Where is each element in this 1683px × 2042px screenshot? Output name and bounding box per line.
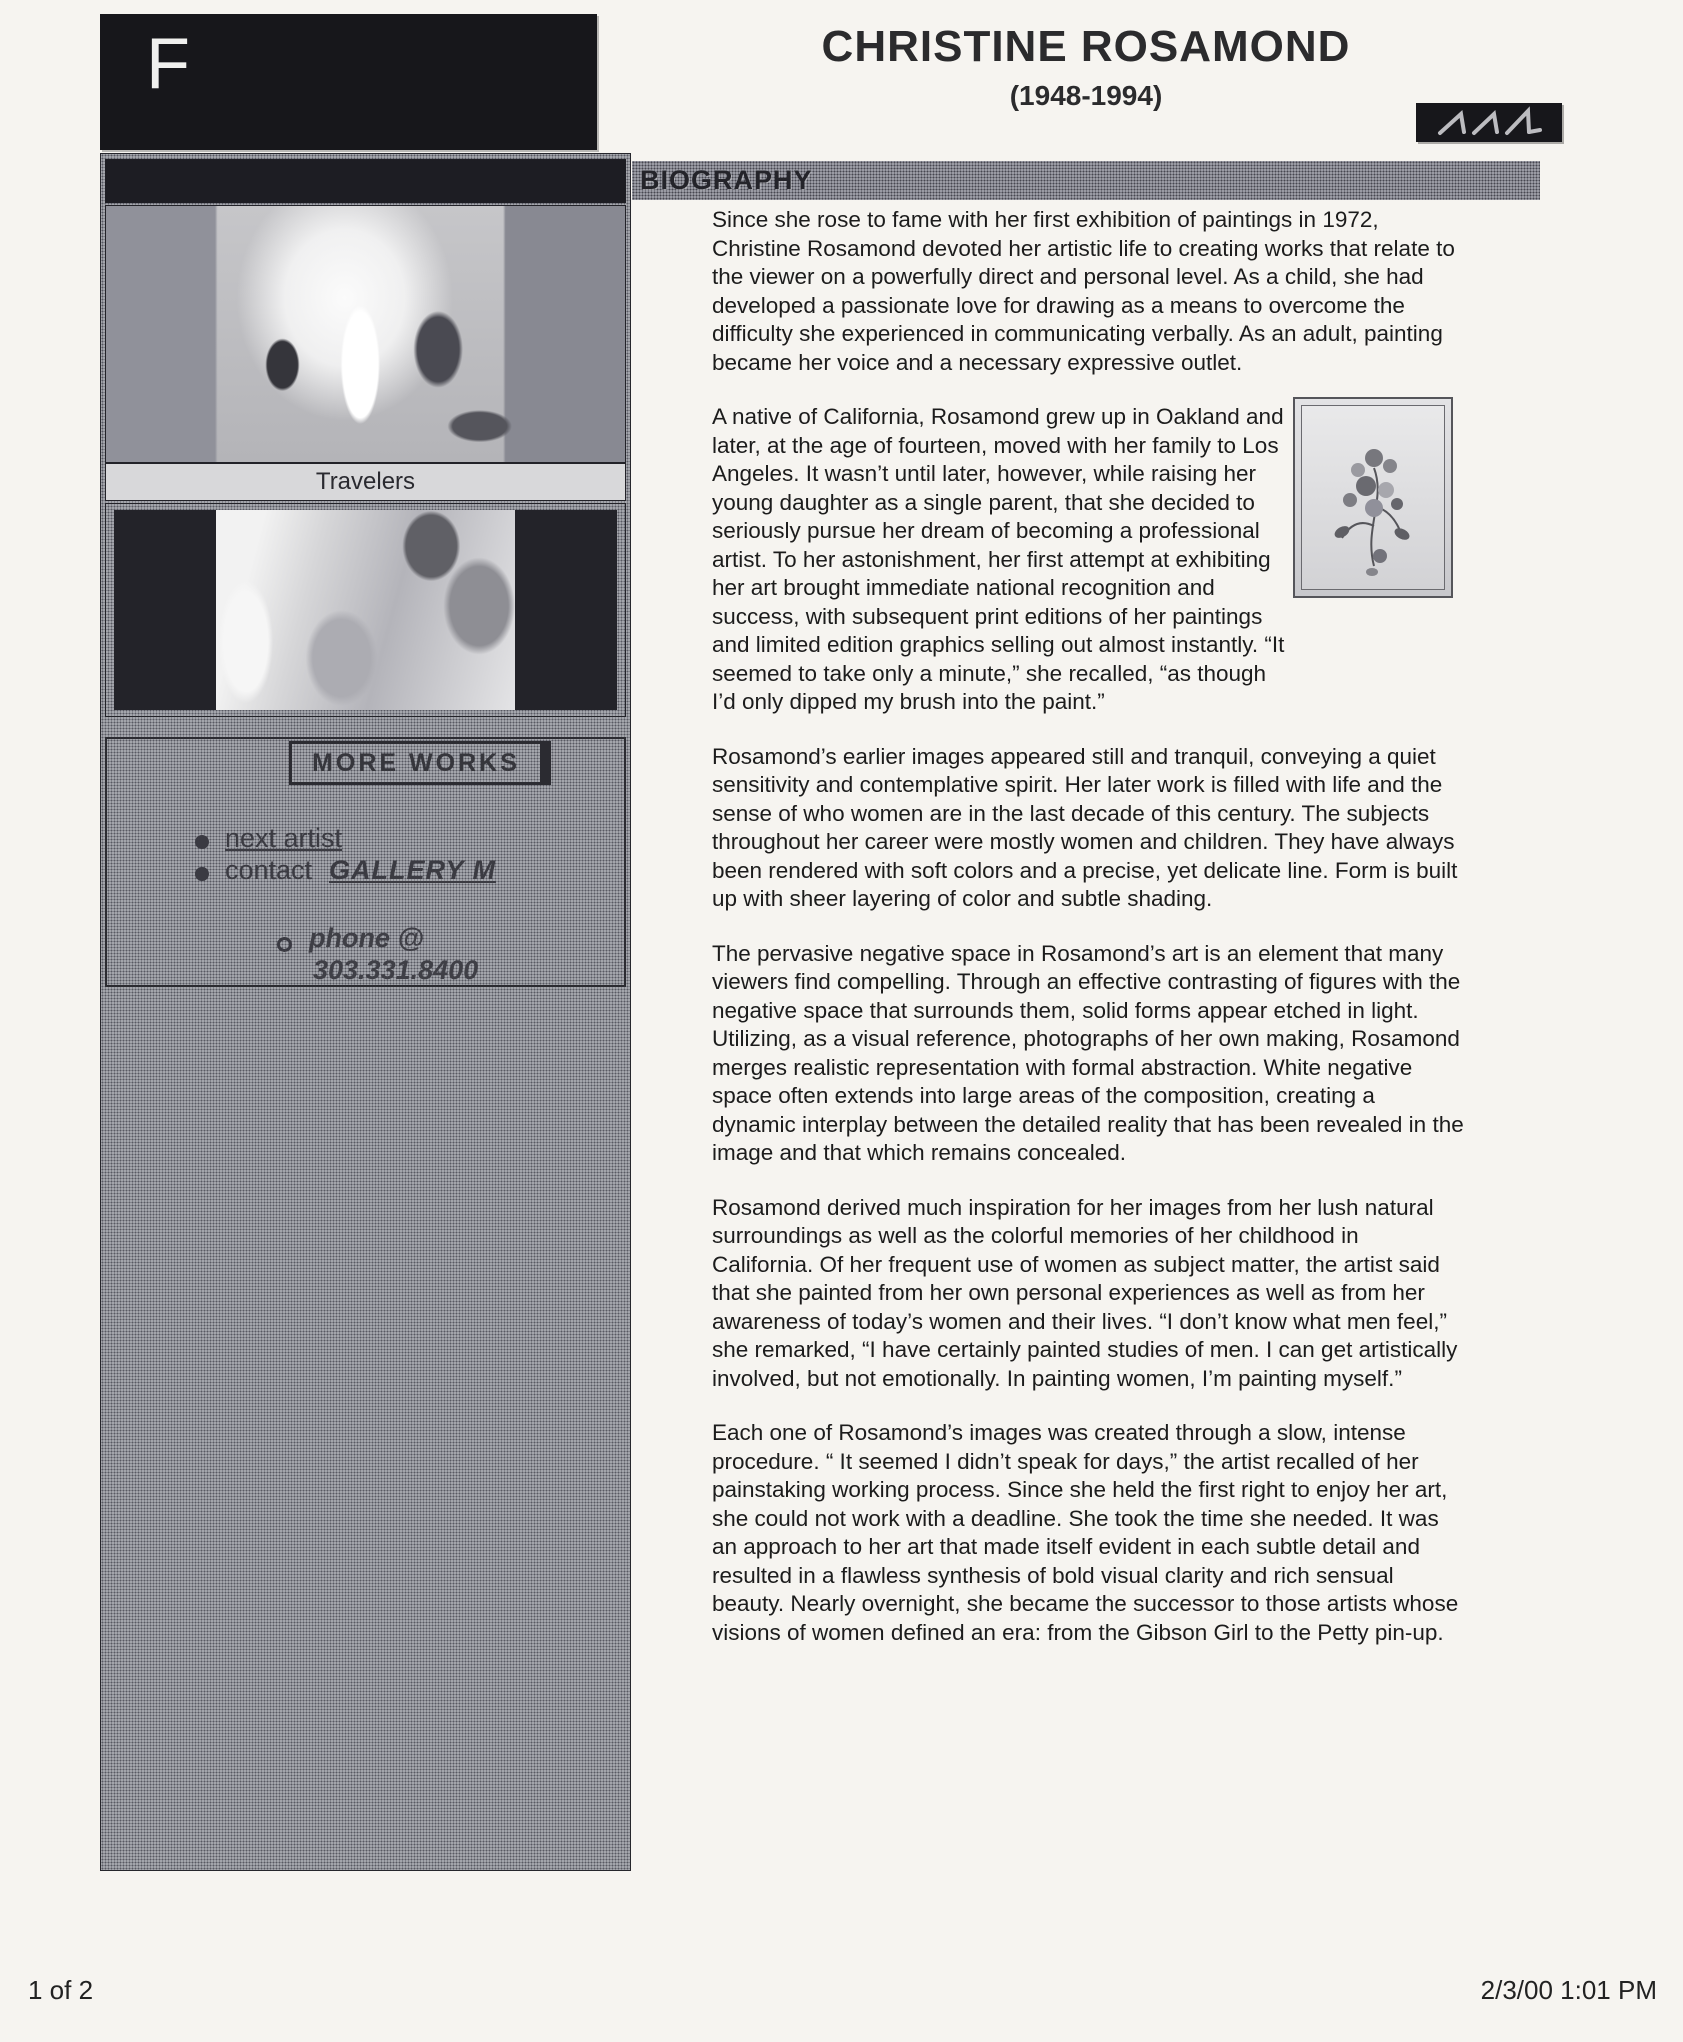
gallery-m-script-logo (1416, 103, 1562, 142)
portrait-artwork-image (105, 503, 626, 717)
artwork-black-panel-left (114, 510, 216, 710)
biography-paragraph: Each one of Rosamond’s images was created through a slow, intense procedure. “ It seemed I didn’t speak for days,” the artist recalled of her painstaking working process. Since she held the first right to enjoy her art, she could not work with a deadline. She took the time she needed. It was an approach to her art that made itself evident in each subtle detail and resulted in a flawless synthesis of bold visual clarity and rich sensual beauty. Nearly overnight, she became the successor to those artists whose visions of women defined an era: from the Gibson Girl to the Petty pin-up. (712, 1420, 1459, 1645)
artwork-black-panel-right (515, 510, 617, 710)
more-works-button[interactable]: MORE WORKS (289, 741, 551, 785)
biography-paragraph: Since she rose to fame with her first exhibition of paintings in 1972, Christine Rosamond devoted her artistic life to creating works that relate to the viewer on a powerfully direct and personal level. As a child, she had developed a passionate love for drawing as a means to overcome the difficulty she experienced in communicating verbally. As an adult, painting became her voice and a necessary expressive outlet. (712, 207, 1455, 375)
site-logo-box (100, 14, 597, 150)
sidebar (100, 153, 631, 1871)
sidebar-top-bar (105, 159, 626, 203)
artwork-caption: Travelers (315, 468, 416, 495)
page-title: CHRISTINE ROSAMOND (821, 22, 1351, 71)
biography-paragraph: The pervasive negative space in Rosamond’s art is an element that many viewers find compelling. Through an effective contrasting of figures with the negative space that surrounds them, solid forms appear etched in light. Utilizing, as a visual reference, photographs of her own making, Rosamond merges realistic representation with formal abstraction. White negative space often extends into large areas of the composition, creating a dynamic interplay between the detailed reality that has been revealed in the image and that which remains concealed. (712, 940, 1464, 1165)
floral-bouquet-image (1302, 406, 1444, 589)
hollow-bullet-icon (277, 937, 292, 952)
script-logo-icon (1416, 103, 1562, 142)
bullet-icon (195, 835, 209, 849)
biography-paragraph: Rosamond’s earlier images appeared still and tranquil, conveying a quiet sensitivity and contemplative spirit. Her later work is filled with life and the sense of who women are in the last decade of this century. The subjects throughout her career were mostly women and children. They have always been rendered with soft colors and a precise, yet delicate line. Form is built up with sheer layering of color and subtle shading. (712, 743, 1458, 911)
gallery-m-link[interactable]: GALLERY M (329, 855, 497, 885)
artwork-caption-bar (105, 463, 626, 501)
next-artist-link[interactable]: next artist (225, 823, 343, 853)
bullet-icon (195, 867, 209, 881)
phone-number: 303.331.8400 (313, 955, 479, 985)
page-header (632, 22, 1540, 112)
biography-paragraph: A native of California, Rosamond grew up in Oakland and later, at the age of fourteen, moved with her family to Los Angeles. It wasn’t until later, however, while raising her young daughter as a single parent, that she decided to seriously pursue her dream of becoming a professional artist. To her astonishment, her first attempt at exhibiting her art brought immediate national recognition and success, with subsequent print editions of her paintings and limited edition graphics selling out almost instantly. “It seemed to take only a minute,” she recalled, “as though I’d only dipped my brush into the paint.” (712, 404, 1285, 714)
site-logo-letter-f: F (146, 24, 190, 104)
framed-floral-artwork (1293, 397, 1453, 598)
biography-heading: BIOGRAPHY (640, 165, 813, 195)
portrait-photo (216, 510, 515, 710)
floral-artwork-mat (1301, 405, 1445, 590)
contact-label: contact (225, 855, 313, 885)
travelers-artwork-image (105, 205, 626, 463)
life-dates: (1948-1994) (1009, 80, 1163, 111)
phone-label: phone @ (309, 923, 424, 953)
sidebar-links-box (105, 737, 626, 987)
biography-heading-bar (632, 161, 1540, 200)
page-number: 1 of 2 (28, 1975, 94, 2005)
print-timestamp: 2/3/00 1:01 PM (1480, 1975, 1657, 2005)
phone-info (309, 922, 478, 986)
biography-paragraph: Rosamond derived much inspiration for her images from her lush natural surroundings as well as the colorful memories of her childhood in California. Of her frequent use of women as subject matter, the artist said that she painted from her own personal experiences as well as from her awareness of today’s women and their lives. “I don’t know what men feel,” she remarked, “I have certainly painted studies of men. I can get artistically involved, but not emotionally. In painting women, I’m painting myself.” (712, 1194, 1458, 1391)
